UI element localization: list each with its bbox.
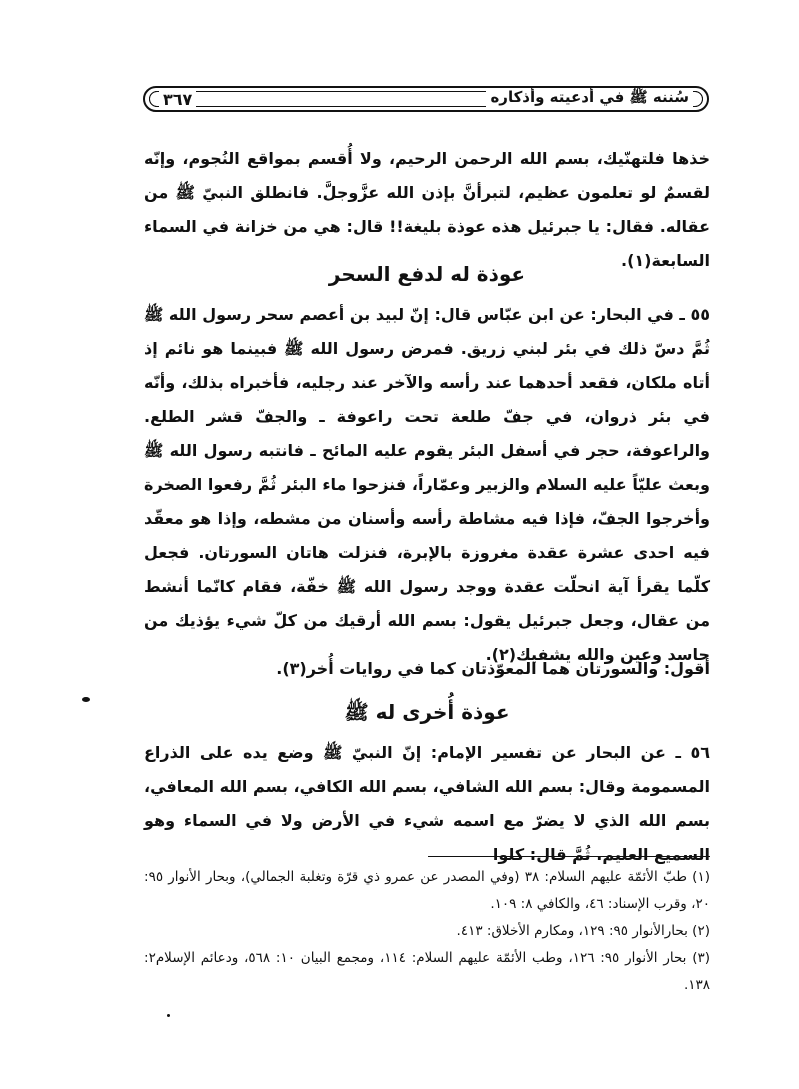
page-number: ٣٦٧ bbox=[159, 90, 196, 109]
footnote-3: (٣) بحار الأنوار ٩٥: ١٢٦، وطب الأئمّة عليهم السلام: ١١٤، ومجمع البيان ١٠: ٥٦٨، ودعائم الإسلام٢: ١٣٨. bbox=[144, 950, 711, 993]
paragraph-aqulu: أقول: والسورتان هما المعوّذتان كما في روايات أُخر(٣). bbox=[276, 659, 710, 678]
header-title: سُننه ﷺ في أدعيته وأذكاره bbox=[486, 88, 693, 110]
running-header bbox=[143, 86, 709, 112]
section-heading-ukhra: عوذة أُخرى له ﷺ bbox=[344, 700, 510, 724]
paragraph-56: ٥٦ ـ عن البحار عن تفسير الإمام: إنّ النبيّ ﷺ وضع يده على الذراع المسمومة وقال: بسم الله الشافي، بسم الله الكافي، بسم الله المعافي، بسم الله الذي لا يضرّ مع اسمه شيء في الأرض ولا في السماء وهو السميع العليم. ثُمَّ قال: كلوا bbox=[144, 743, 710, 864]
section-heading-sihr: عوذة له لدفع السحر bbox=[328, 262, 526, 286]
footnote-1: (١) طبّ الأئمّة عليهم السلام: ٣٨ (وفي المصدر عن عمرو ذي قرّة وتغلبة الجمالي)، وبحار الأنوار ٩٥: ٢٠، وقرب الإسناد: ٤٦، والكافي ٨: ١٠٩. bbox=[144, 869, 710, 912]
bottom-dot bbox=[167, 1014, 170, 1017]
footnotes bbox=[144, 864, 710, 999]
paragraph-1: خذها فلتهنّيك، بسم الله الرحمن الرحيم، ولا أُقسم بمواقع النُجوم، وإنّه لقسمٌ لو تعلمون عظيم، لتبرأنَّ بإذن الله عزَّوجلَّ. فانطلق النبيّ ﷺ من عقاله. فقال: يا جبرئيل هذه عوذة بليغة!! قال: هي من خزانة في السماء السابعة(١). bbox=[144, 149, 710, 270]
paragraph-55: ٥٥ ـ في البحار: عن ابن عبّاس قال: إنّ لبيد بن أعصم سحر رسول الله ﷺ ثُمَّ دسّ ذلك في بئر لبني زريق. فمرض رسول الله ﷺ فبينما هو نائم إذ أتاه ملكان، فقعد أحدهما عند رأسه والآخر عند رجليه، فأخبراه بذلك، وأنّه في بئر ذروان، في جفّ طلعة تحت راعوفة ـ والجفّ قشر الطلع. والراعوفة، حجر في أسفل البئر يقوم عليه المائح ـ فانتبه رسول الله ﷺ وبعث عليّاً عليه السلام والزبير وعمّاراً، فنزحوا ماء البئر ثُمَّ رفعوا الصخرة وأخرجوا الجفّ، فإذا فيه مشاطة رأسه وأسنان من مشطه، وإذا هو معقّد فيه احدى عشرة عقدة مغروزة بالإبرة، فنزلت هاتان السورتان. فجعل كلّما يقرأ آية انحلّت عقدة ووجد رسول الله ﷺ خفّة، فقام كانّما أنشط من عقال، وجعل جبرئيل يقول: بسم الله أرقيك من كلّ شيء يؤذيك من حاسد وعين والله يشفيك(٢). bbox=[144, 305, 710, 664]
footnote-2: (٢) بحارالأنوار ٩٥: ١٢٩، ومكارم الأخلاق: ٤١٣. bbox=[456, 923, 710, 939]
margin-mark bbox=[82, 697, 90, 702]
footnote-divider bbox=[428, 856, 710, 857]
